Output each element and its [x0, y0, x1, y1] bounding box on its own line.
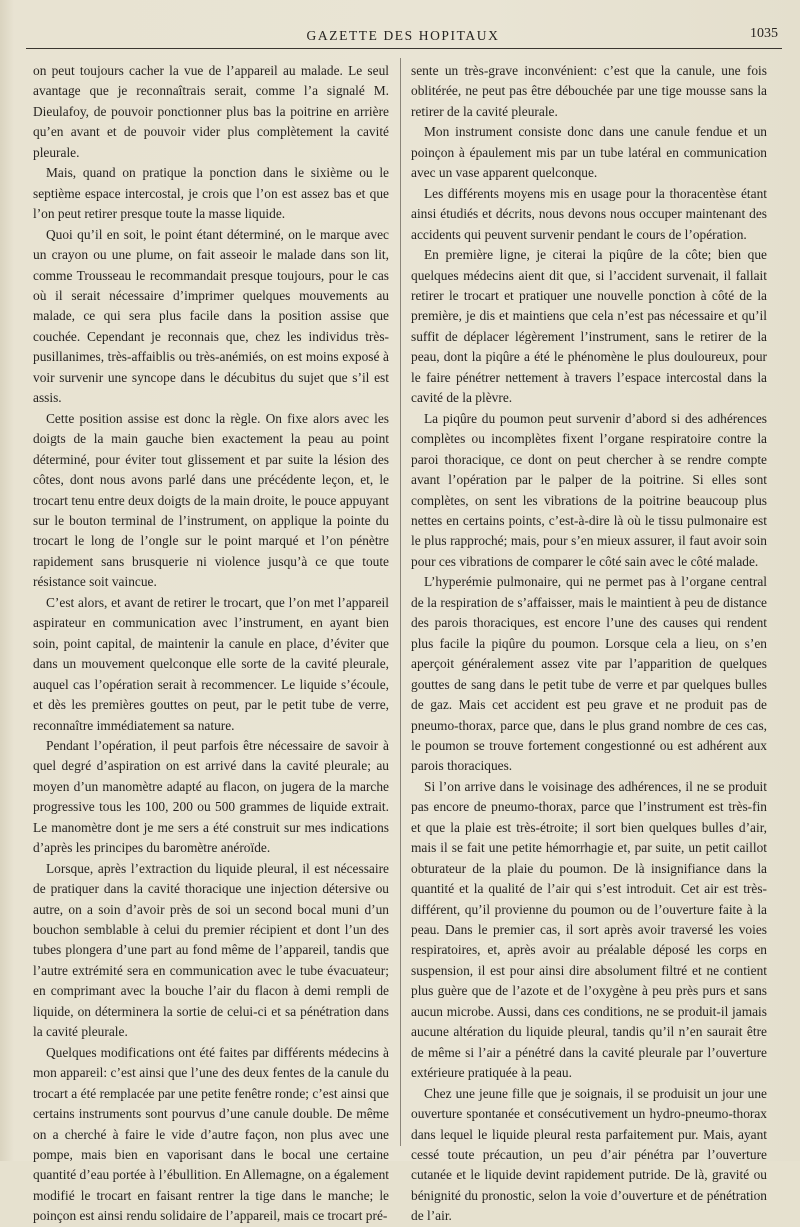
paragraph: La piqûre du poumon peut survenir d’abord si des adhérences complètes ou incomplètes fixent l’organe respiratoire contre la paroi thoracique, ce dont on peut chercher à se rendre compte avant l’opération par le palper de la poitrine. Si elles sont complètes, on sent les vibrations de la poitrine beaucoup plus nettes en certains points, c’est-à-dire là où le tissu pulmonaire est le plus rapproché; mais, pour s’en mieux assurer, il faut avoir soin pour ces vibrations de comparer le côté sain avec le côté malade.: [411, 410, 767, 569]
left-column: [33, 61, 389, 1227]
paragraph: Mais, quand on pratique la ponction dans le sixième ou le septième espace intercostal, je crois que l’on est assez bas et que l’on peut retirer presque toute la masse liquide.: [33, 165, 389, 222]
paragraph: Mon instrument consiste donc dans une canule fendue et un poinçon à épaulement mis par un tube latéral en communication avec un vase apparent quelconque.: [411, 124, 767, 181]
paragraph: Lorsque, après l’extraction du liquide pleural, il est nécessaire de pratiquer dans la cavité thoracique une injection détersive ou autre, on a soin d’avoir près de soi un second bocal muni d’un bouchon semblable à celui du premier récipient et dont l’un des tubes plongera d’une part au fond même de l’appareil, tandis que l’autre extrémité sera en communication avec le tube évacuateur; en comprimant avec la bouche l’air du flacon à demi rempli de liquide, on déterminera la sortie de celui-ci et sa pénétration dans la cavité pleurale.: [33, 860, 389, 1040]
paragraph: Pendant l’opération, il peut parfois être nécessaire de savoir à quel degré d’aspiration on est arrivé dans la cavité pleurale; au moyen d’un manomètre adapté au flacon, on jugera de la marche progressive tous les 100, 200 ou 500 grammes de liquide extrait. Le manomètre dont je me sers a été construit sur mes indications d’après les principes du baromètre anéroïde.: [33, 737, 389, 856]
header-rule: [26, 48, 782, 49]
column-divider: [400, 58, 401, 1146]
paragraph: En première ligne, je citerai la piqûre de la côte; bien que quelques médecins aient dit que, si l’accident survenait, il fallait retirer le trocart et pratiquer une nouvelle ponction à côté de la première, je dis et maintiens que cela n’est pas nécessaire et qu’il suffit de déplacer légèrement l’instrument, sans le retirer de la peau, dont la piqûre a été le phénomène le plus douloureux, pour le faire pénétrer nettement à travers l’espace intercostal dans la cavité de la plèvre.: [411, 247, 767, 406]
paragraph: Cette position assise est donc la règle. On fixe alors avec les doigts de la main gauche bien exactement la peau au point déterminé, pour éviter tout glissement et par suite la lésion des côtes, dont nous avons parlé dans une précédente leçon, et, le trocart tenu entre deux doigts de la main droite, le pouce appuyant sur le bouton terminal de l’instrument, on applique la pointe du trocart le long de l’ongle sur le point marqué et l’on pénètre rapidement sans brusquerie ni violence jusqu’à ce que toute résistance soit vaincue.: [33, 410, 389, 590]
page-number: 1035: [750, 26, 778, 41]
paragraph: L’hyperémie pulmonaire, qui ne permet pas à l’organe central de la respiration de s’affaisser, mais le maintient à peu de distance des parois thoraciques, est encore l’une des causes qui rendent plus facile la piqûre du poumon. Lorsque cela a lieu, on s’en aperçoit généralement assez vite par l’apparition de quelques gouttes de sang dans le petit tube de verre et par quelques bulles de gaz. Mais cet accident est peu grave et ne produit pas de pneumo-thorax, parce que, dans le plus grand nombre de ces cas, le poumon se trouve fortement congestionné ou est adhérent aux parois thoraciques.: [411, 574, 767, 774]
paragraph: Quelques modifications ont été faites par différents médecins à mon appareil: c’est ainsi que l’une des deux fentes de la canule du trocart a été remplacée par une petite fenêtre ronde; c’est ainsi que certains instruments sont pourvus d’une canule double. De même on a cherché à faire le vide d’autre façon, non plus avec une pompe, mais bien en vaporisant dans le bocal une certaine quantité d’eau portée à l’ébullition. En Allemagne, on a également modifié le trocart en faisant rentrer la tige dans le manche; le poinçon est ainsi rendu solidaire de l’appareil, mais ce trocart pré-: [33, 1044, 389, 1224]
journal-title: GAZETTE DES HOPITAUX: [306, 28, 500, 43]
paragraph: Si l’on arrive dans le voisinage des adhérences, il ne se produit pas encore de pneumo-thorax, parce que l’instrument est très-fin et que la plaie est très-étroite; il sort bien quelques bulles d’air, mais il se fait une petite hémorrhagie et, par suite, un petit caillot obturateur de la plaie du poumon. De là insignifiance dans la quantité et la qualité de l’air qui s’est introduit. Cet air est très-différent, qu’il provienne du poumon ou de l’ouverture faite à la peau. Dans le premier cas, il sort après avoir traversé les voies respiratoires, et, après avoir au préalable déposé les corps en suspension, il est pour ainsi dire absolument filtré et ne contient plus guère que de l’azote et de l’oxygène à peu près purs et sans aucun microbe. Aussi, dans ces conditions, ne se produit-il jamais aucune altération du liquide pleural, tandis qu’il n’en saurait être de même si l’air a pénétré dans la cavité pleurale par l’ouverture extérieure pratiquée à la peau.: [411, 778, 767, 1081]
running-header: [26, 22, 780, 48]
paragraph: on peut toujours cacher la vue de l’appareil au malade. Le seul avantage que je reconnaîtrais serait, comme l’a signalé M. Dieulafoy, de pouvoir ponctionner plus bas la poitrine en arrière qu’en avant et de pouvoir vider plus complètement la cavité pleurale.: [33, 63, 389, 160]
paragraph: C’est alors, et avant de retirer le trocart, que l’on met l’appareil aspirateur en communication avec l’instrument, en ayant bien soin, point capital, de maintenir la canule en place, d’éviter que dans un mouvement quelconque elle sorte de la cavité pleurale, auquel cas l’opération serait à recommencer. Le liquide s’écoule, et dès les premières gouttes on peut, par le petit tube de verre, reconnaître immédiatement sa nature.: [33, 594, 389, 733]
paragraph: sente un très-grave inconvénient: c’est que la canule, une fois oblitérée, ne peut pas être débouchée par une tige mousse sans la retirer de la cavité pleurale.: [411, 63, 767, 119]
paragraph: Chez une jeune fille que je soignais, il se produisit un jour une ouverture spontanée et consécutivement un hydro-pneumo-thorax dans lequel le liquide pleural resta parfaitement pur. Mais, ayant cessé toute précaution, un peu d’air pénétra par l’ouverture cutanée et le liquide devint rapidement putride. De là, gravité ou bénignité du pronostic, selon la voie d’ouverture et de pénétration de l’air.: [411, 1085, 767, 1224]
paragraph: Les différents moyens mis en usage pour la thoracentèse étant ainsi étudiés et décrits, nous devons nous occuper maintenant des accidents qui peuvent survenir pendant le cours de l’opération.: [411, 185, 767, 242]
paragraph: Quoi qu’il en soit, le point étant déterminé, on le marque avec un crayon ou une plume, on fait asseoir le malade dans son lit, comme Trousseau le recommandait presque toujours, pour le cas où il serait nécessaire d’imprimer quelques mouvements au malade, ce qui sera plus facile dans la position assise que couchée. Cependant je reconnais que, chez les individus très-pusillanimes, très-affaiblis ou très-anémiés, on est moins exposé à voir survenir une syncope dans le décubitus du sujet que s’il est assis.: [33, 226, 389, 406]
right-column: [411, 61, 767, 1227]
